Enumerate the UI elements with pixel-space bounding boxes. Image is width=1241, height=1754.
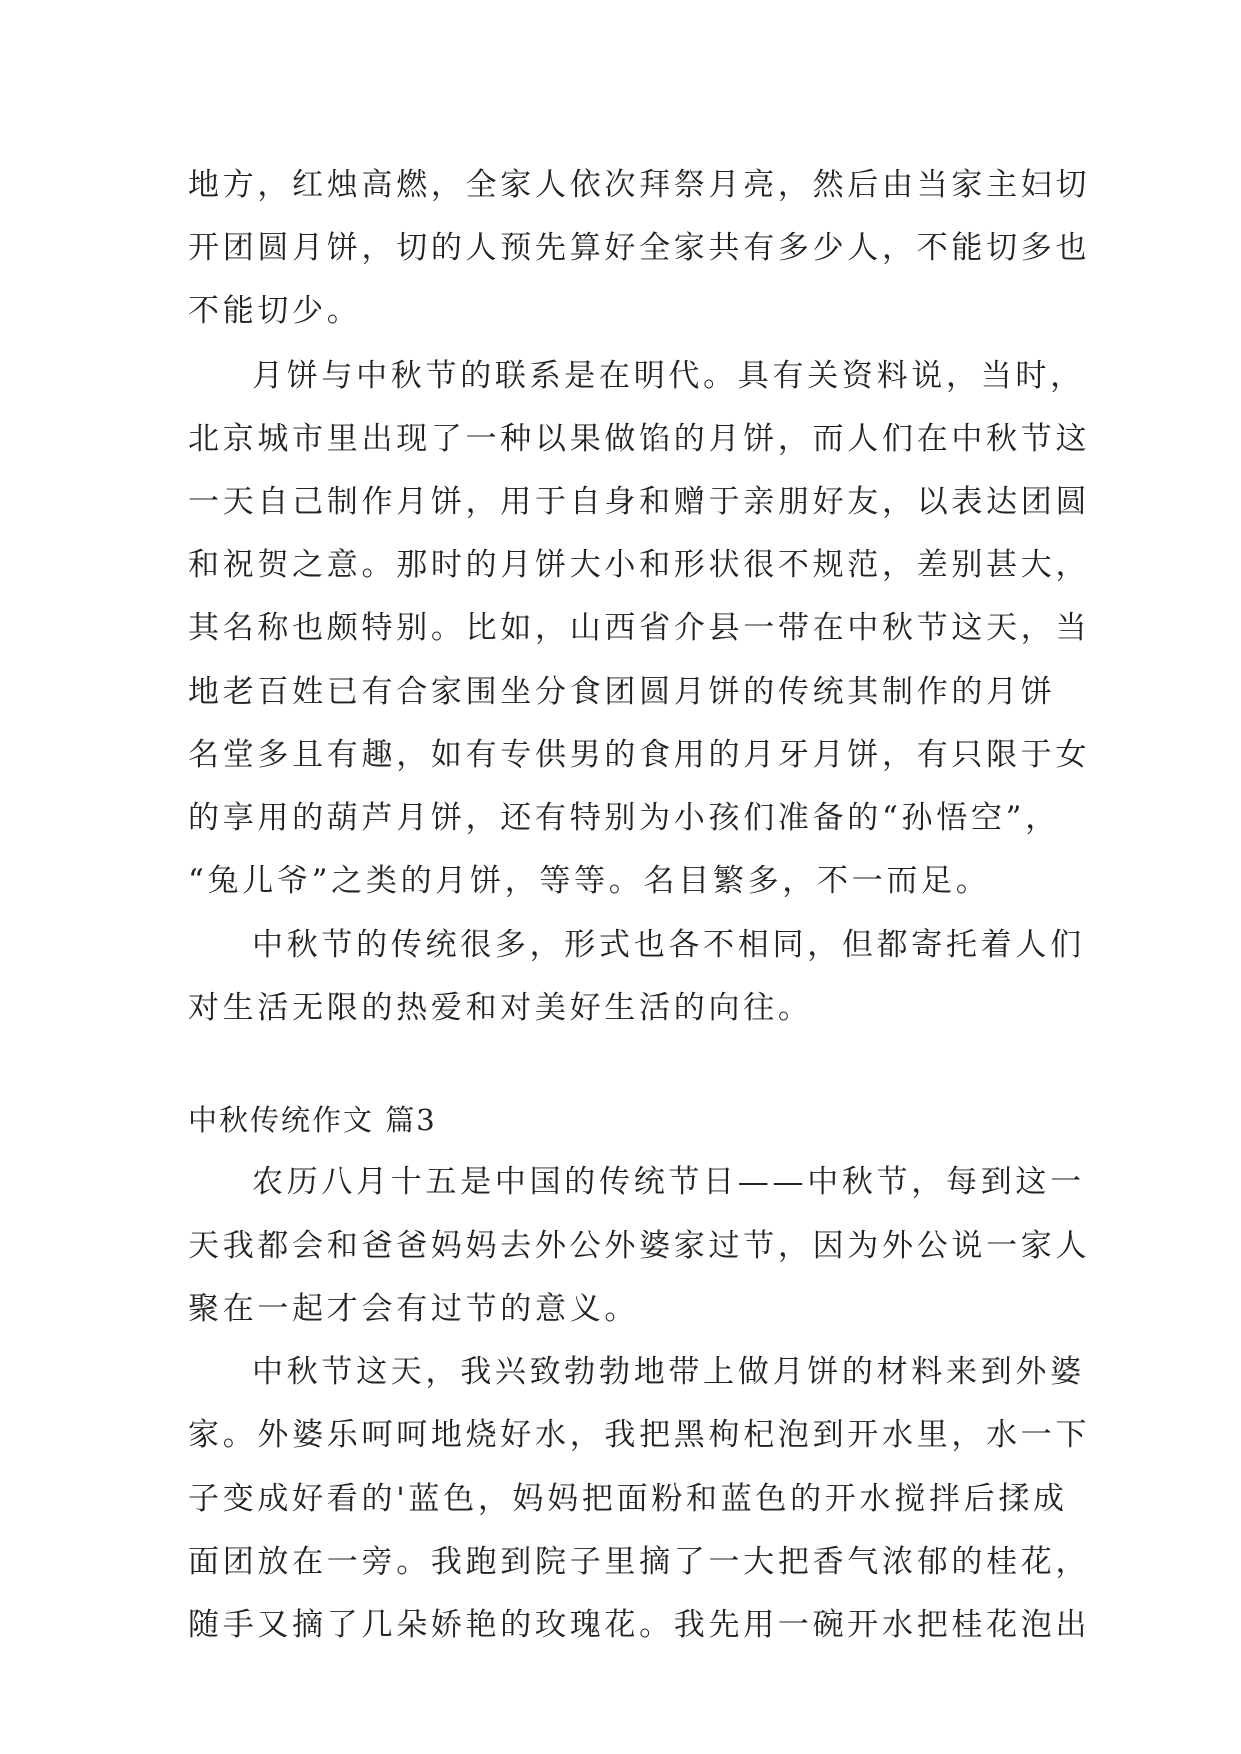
text-line: 对生活无限的热爱和对美好生活的向往。 <box>188 990 813 1026</box>
paragraph-first-line: 中秋节这天，我兴致勃勃地带上做月饼的材料来到外婆 <box>252 1354 1085 1390</box>
text-line: 的享用的葫芦月饼，还有特别为小孩们准备的“孙悟空”， <box>188 800 1060 836</box>
paragraph-first-line: 中秋节的传统很多，形式也各不相同，但都寄托着人们 <box>252 927 1085 963</box>
text-line: 地老百姓已有合家围坐分食团圆月饼的传统其制作的月饼 <box>188 674 1056 710</box>
text-line: 不能切少。 <box>188 293 362 329</box>
paragraph-first-line: 农历八月十五是中国的传统节日——中秋节，每到这一 <box>252 1164 1085 1200</box>
text-line: “兔儿爷”之类的月饼，等等。名目繁多，不一而足。 <box>188 863 991 899</box>
text-line: 地方，红烛高燃，全家人依次拜祭月亮，然后由当家主妇切 <box>188 167 1091 203</box>
text-line: 其名称也颇特别。比如，山西省介县一带在中秋节这天，当 <box>188 610 1091 646</box>
section-heading: 中秋传统作文 篇3 <box>188 1103 437 1137</box>
text-line: 名堂多且有趣，如有专供男的食用的月牙月饼，有只限于女 <box>188 737 1091 773</box>
text-line: 聚在一起才会有过节的意义。 <box>188 1291 640 1327</box>
paragraph-first-line: 月饼与中秋节的联系是在明代。具有关资料说，当时， <box>252 358 1085 394</box>
text-line: 开团圆月饼，切的人预先算好全家共有多少人，不能切多也 <box>188 230 1091 266</box>
text-line: 随手又摘了几朵娇艳的玫瑰花。我先用一碗开水把桂花泡出 <box>188 1607 1091 1643</box>
text-line: 面团放在一旁。我跑到院子里摘了一大把香气浓郁的桂花， <box>188 1544 1091 1580</box>
text-line: 家。外婆乐呵呵地烧好水，我把黑枸杞泡到开水里，水一下 <box>188 1417 1091 1453</box>
text-line: 和祝贺之意。那时的月饼大小和形状很不规范，差别甚大， <box>188 547 1091 583</box>
text-line: 天我都会和爸爸妈妈去外公外婆家过节，因为外公说一家人 <box>188 1228 1091 1264</box>
text-line: 北京城市里出现了一种以果做馅的月饼，而人们在中秋节这 <box>188 421 1091 457</box>
text-line: 子变成好看的'蓝色，妈妈把面粉和蓝色的开水搅拌后揉成 <box>188 1481 1068 1517</box>
text-line: 一天自己制作月饼，用于自身和赠于亲朋好友，以表达团圆 <box>188 484 1091 520</box>
